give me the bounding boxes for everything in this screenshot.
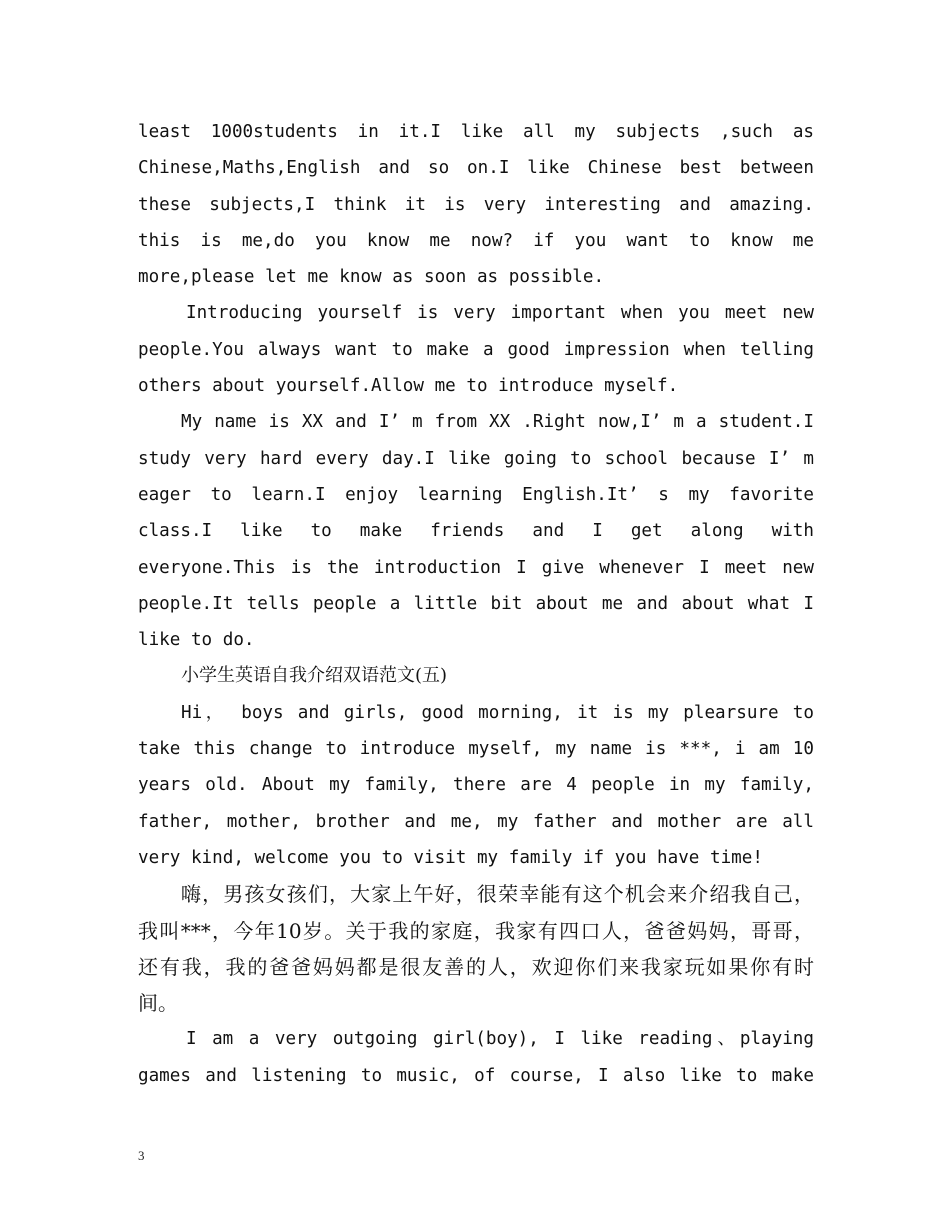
text-line: Introducing yourself is very important when you meet new bbox=[186, 303, 814, 324]
text-line: Hi， boys and girls, good morning, it is my plearsure to bbox=[181, 702, 814, 723]
page-body bbox=[138, 114, 814, 1094]
paragraph-chinese-translation bbox=[138, 876, 814, 1021]
text-line: My name is XX and I’ m from XX .Right now,I’ m a student.I bbox=[181, 412, 814, 433]
text-line: class.I like to make friends and I get along with bbox=[138, 521, 814, 542]
paragraph-introducing-yourself bbox=[138, 295, 814, 404]
text-line: eager to learn.I enjoy learning English.It’ s my favorite bbox=[138, 484, 814, 505]
paragraph-school-subjects bbox=[138, 114, 814, 295]
text-line: 还有我，我的爸爸妈妈都是很友善的人，欢迎你们来我家玩如果你有时 bbox=[138, 954, 814, 979]
text-line: this is me,do you know me now? if you want to know me bbox=[138, 230, 814, 251]
text-line: years old. About my family, there are 4 people in my family, bbox=[138, 775, 814, 796]
text-line: father, mother, brother and me, my father and mother are all bbox=[138, 811, 814, 832]
text-line: people.You always want to make a good impression when telling bbox=[138, 339, 814, 360]
text-line: like to do. bbox=[138, 630, 255, 651]
text-line: take this change to introduce myself, my name is ***, i am 10 bbox=[138, 739, 814, 760]
text-line: 我叫***，今年10岁。关于我的家庭，我家有四口人，爸爸妈妈，哥哥， bbox=[138, 918, 814, 943]
text-line: I am a very outgoing girl(boy), I like reading、playing bbox=[186, 1029, 814, 1050]
paragraph-my-name bbox=[138, 404, 814, 658]
text-line: Chinese,Maths,English and so on.I like Chinese best between bbox=[138, 158, 814, 179]
text-line: people.It tells people a little bit about me and about what I bbox=[138, 593, 814, 614]
text-line: these subjects,I think it is very interesting and amazing. bbox=[138, 194, 814, 215]
text-line: least 1000students in it.I like all my subjects ,such as bbox=[138, 122, 814, 142]
text-line: 嗨，男孩女孩们，大家上午好，很荣幸能有这个机会来介绍我自己， bbox=[181, 882, 814, 907]
page-number: 3 bbox=[138, 1148, 145, 1163]
text-line: 间。 bbox=[138, 991, 178, 1016]
text-line: study very hard every day.I like going to school because I’ m bbox=[138, 448, 814, 469]
text-line: more,please let me know as soon as possible. bbox=[138, 267, 605, 288]
text-line: everyone.This is the introduction I give whenever I meet new bbox=[138, 557, 814, 578]
text-line: games and listening to music, of course, I also like to make bbox=[138, 1065, 814, 1086]
section-heading: 小学生英语自我介绍双语范文(五) bbox=[181, 665, 448, 687]
paragraph-outgoing bbox=[138, 1021, 814, 1094]
paragraph-english-greeting bbox=[138, 695, 814, 876]
text-line: others about yourself.Allow me to introduce myself. bbox=[138, 376, 679, 397]
text-line: very kind, welcome you to visit my family if you have time! bbox=[138, 847, 763, 868]
